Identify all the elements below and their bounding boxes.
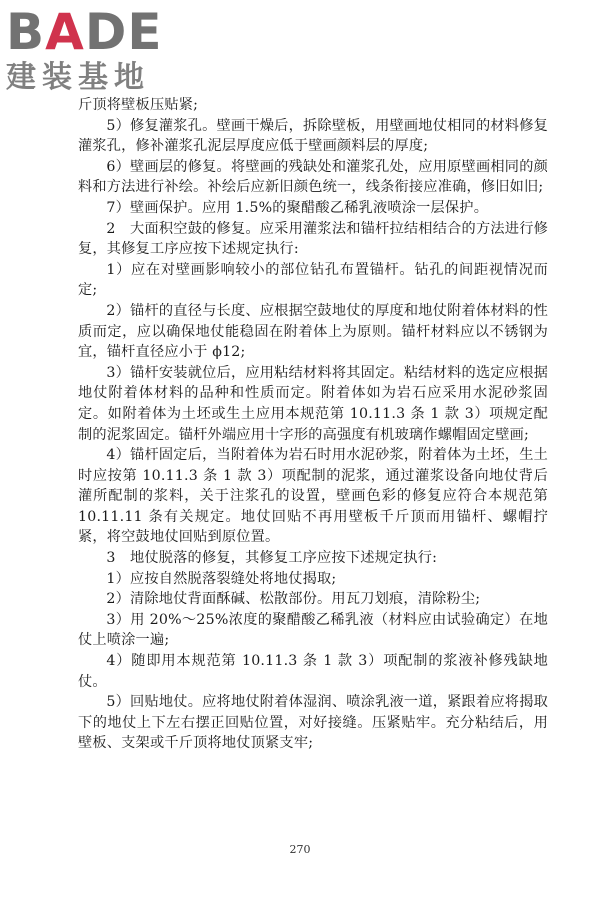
page-number: 270 [289,843,311,856]
bade-logo [6,4,186,104]
paragraph: 2 大面积空鼓的修复。应采用灌浆法和锚杆拉结相结合的方法进行修复，其修复工序应按下述规定执行: [78,220,548,258]
paragraph: 7）壁画保护。应用 1.5%的聚醋酸乙稀乳液喷涂一层保护。 [106,199,489,216]
logo-letter-a-accent: A [45,3,85,61]
paragraph: 5）修复灌浆孔。壁画干燥后，拆除壁板，用壁画地仗相同的材料修复灌浆孔，修补灌浆孔泥层厚度应低于壁画颜料层的厚度; [78,117,548,155]
paragraph: 斤顶将壁板压贴紧; [78,97,199,113]
logo-wordmark [6,4,186,60]
paragraph: 2）锚杆的直径与长度、应根据空鼓地仗的厚度和地仗附着体材料的性质而定，应以确保地仗能稳固在附着体上为原则。锚杆材料应以不锈钢为宜，锚杆直径应小于 ϕ12; [78,302,548,361]
paragraph: 1）应按自然脱落裂缝处将地仗揭取; [106,570,337,587]
document-body [78,95,548,754]
paragraph: 1）应在对壁画影响较小的部位钻孔布置锚杆。钻孔的间距视情况而定; [78,261,548,299]
paragraph: 3 地仗脱落的修复，其修复工序应按下述规定执行: [106,550,438,567]
logo-letters-de: DE [84,3,163,61]
paragraph: 4）锚杆固定后，当附着体为岩石时用水泥砂浆，附着体为土坯，生土时应按第 10.11.3 条 1 款 3）项配制的泥浆，通过灌浆设备向地仗背后灌所配制的浆料，关于注浆孔的设置，壁画色彩的修复应符合本规范第 10.11.11 条有关规定。地仗回贴不再用壁板千斤顶而用锚杆、螺帽拧紧，将空鼓地仗回贴到原位置。 [78,447,548,546]
paragraph: 3）锚杆安装就位后，应用粘结材料将其固定。粘结材料的选定应根据地仗附着体材料的品种和性质而定。附着体如为岩石应采用水泥砂浆固定。如附着体为土坯或生土应用本规范第 10.11.3 条 1 款 3）项规定配制的泥浆固定。锚杆外端应用十字形的高强度有机玻璃作螺帽固定壁画; [78,364,548,443]
paragraph: 4）随即用本规范第 10.11.3 条 1 款 3）项配制的浆液补修残缺地仗。 [78,653,548,690]
logo-subtitle: 建装基地 [6,60,150,95]
paragraph: 6）壁画层的修复。将壁画的残缺处和灌浆孔处，应用原壁画相同的颜料和方法进行补绘。补绘后应新旧颜色统一，线条衔接应准确，修旧如旧; [78,158,548,196]
logo-letter-b: B [6,3,46,61]
paragraph: 2）清除地仗背面酥碱、松散部份。用瓦刀划痕，清除粉尘; [106,591,481,608]
paragraph: 3）用 20%～25%浓度的聚醋酸乙稀乳液（材料应由试验确定）在地仗上喷涂一遍; [78,611,548,649]
paragraph: 5）回贴地仗。应将地仗附着体湿润、喷涂乳液一道，紧跟着应将揭取下的地仗上下左右摆正回贴位置，对好接缝。压紧贴牢。充分粘结后，用壁板、支架或千斤顶将地仗顶紧支牢; [78,694,548,752]
